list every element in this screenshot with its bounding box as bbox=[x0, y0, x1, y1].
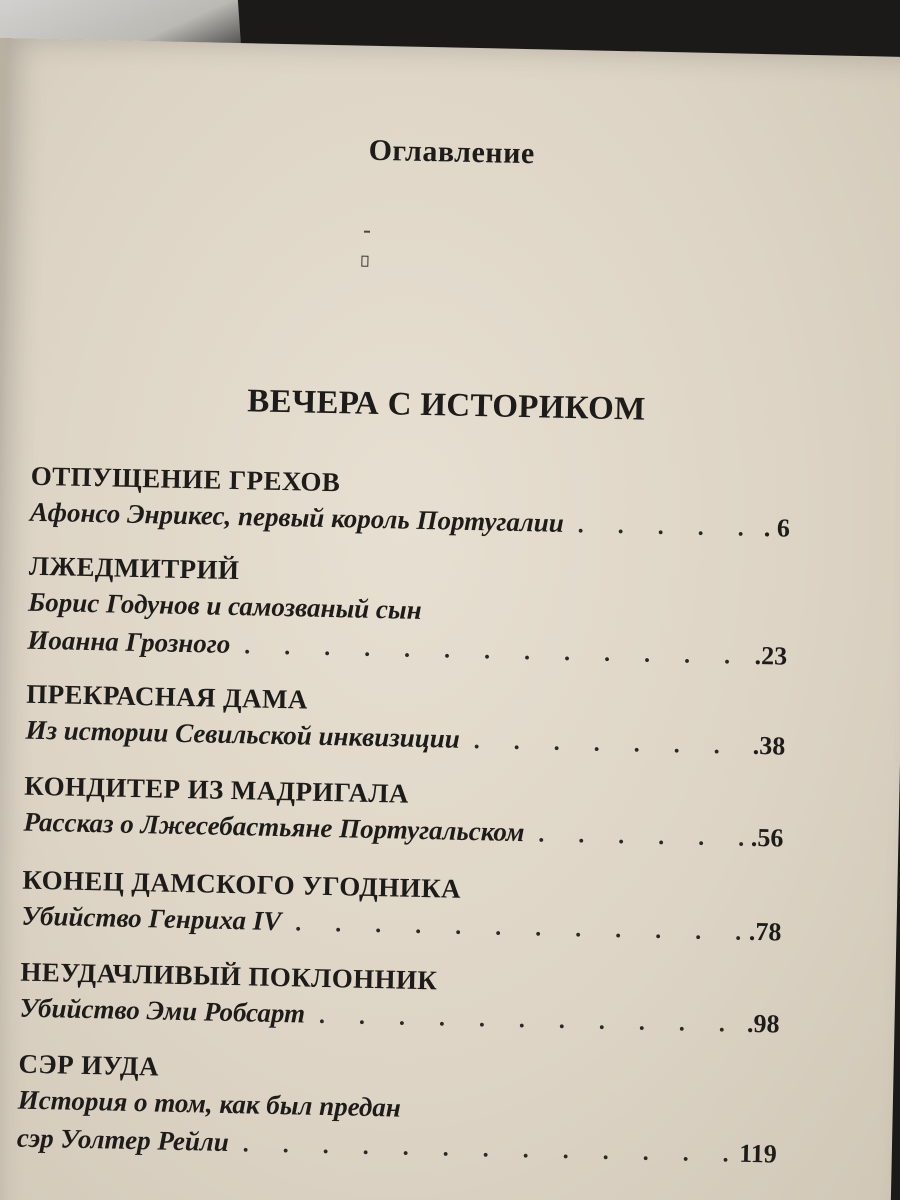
entry-page-number: .78 bbox=[748, 916, 782, 947]
entry-page-number: .56 bbox=[750, 822, 784, 853]
toc-entry[interactable] bbox=[17, 1047, 779, 1173]
leader-dots bbox=[243, 1131, 736, 1168]
entry-title: КОНЕЦ ДАМСКОГО УГОДНИКА bbox=[22, 864, 462, 904]
leader-dots bbox=[244, 633, 750, 671]
leader-dots bbox=[474, 728, 748, 761]
entry-page-number: .23 bbox=[754, 640, 788, 671]
toc-entry[interactable] bbox=[27, 549, 789, 675]
leader-dots bbox=[577, 512, 752, 543]
page-mark-dash bbox=[364, 231, 370, 233]
toc-entry[interactable] bbox=[19, 955, 780, 1043]
leader-dots bbox=[295, 910, 744, 946]
entry-page-number: . 6 bbox=[763, 513, 791, 543]
entry-title: ЛЖЕДМИТРИЙ bbox=[28, 550, 240, 586]
entry-title: НЕУДАЧЛИВЫЙ ПОКЛОННИК bbox=[20, 956, 438, 996]
book-page bbox=[0, 38, 900, 1200]
toc-content bbox=[16, 39, 820, 1169]
entry-subtitle: История о том, как был предан bbox=[17, 1084, 402, 1123]
page-mark-box bbox=[361, 256, 368, 267]
entry-title: ОТПУЩЕНИЕ ГРЕХОВ bbox=[30, 460, 341, 498]
entry-subtitle: Борис Годунов и самозваный сын bbox=[27, 586, 423, 625]
leader-dots bbox=[319, 1003, 742, 1039]
section-heading: ВЕЧЕРА С ИСТОРИКОМ bbox=[246, 383, 646, 428]
entry-subtitle: Рассказ о Лжесебастьяне Португальском bbox=[23, 806, 525, 848]
entry-title: ПРЕКРАСНАЯ ДАМА bbox=[25, 678, 309, 715]
entry-subtitle: Иоанна Грозного bbox=[27, 624, 231, 659]
toc-entry[interactable] bbox=[21, 863, 782, 951]
entry-subtitle: сэр Уолтер Рейли bbox=[16, 1122, 230, 1158]
toc-entry[interactable] bbox=[23, 769, 784, 857]
entry-title: СЭР ИУДА bbox=[18, 1048, 160, 1082]
entry-page-number: .98 bbox=[746, 1008, 780, 1039]
entry-page-number: .38 bbox=[752, 730, 786, 761]
entry-page-number: 119 bbox=[738, 1138, 778, 1169]
entry-title: КОНДИТЕР ИЗ МАДРИГАЛА bbox=[24, 770, 410, 809]
entry-subtitle: Убийство Генриха IV bbox=[21, 900, 282, 937]
entry-subtitle: Афонсо Энрикес, первый король Португалии bbox=[29, 496, 565, 538]
toc-entry[interactable] bbox=[30, 459, 791, 547]
page-gutter-shadow bbox=[0, 38, 14, 1200]
entry-subtitle: Из истории Севильской инквизиции bbox=[25, 714, 461, 754]
toc-entry[interactable] bbox=[25, 677, 786, 765]
leader-dots bbox=[538, 821, 746, 852]
entry-subtitle: Убийство Эми Робсарт bbox=[19, 992, 306, 1029]
toc-title: Оглавление bbox=[368, 133, 536, 171]
